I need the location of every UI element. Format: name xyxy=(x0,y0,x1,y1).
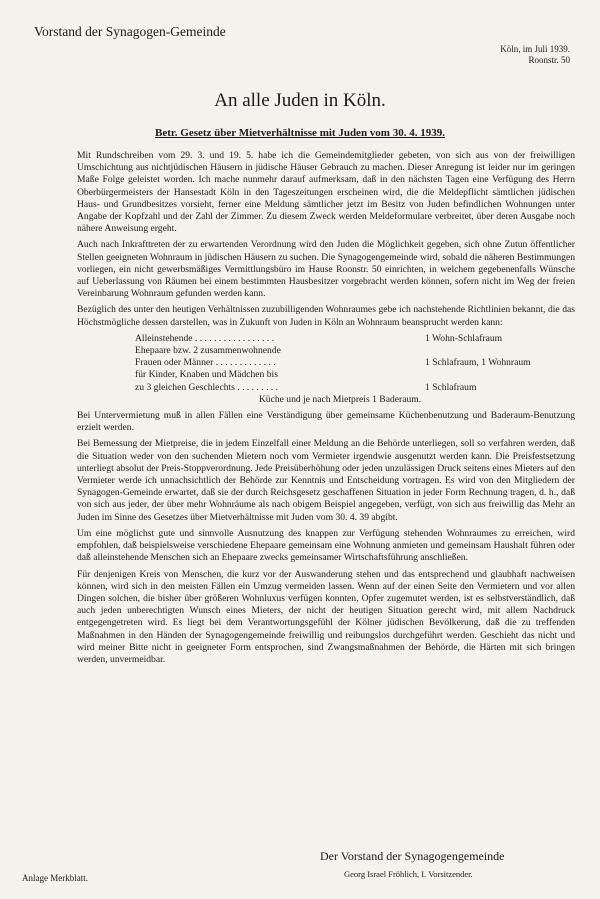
allocation-row xyxy=(135,345,575,357)
paragraph-7: Für denjenigen Kreis von Menschen, die kurz vor der Auswanderung stehen und das entsprechend und glaubhaft nachweisen können, wird sich in den meisten Fällen ein Umzug vermeiden lassen. Wenn auf der einen Seite den Vermietern und vor allen Dingen solchen, die bisher über größeren Wohnluxus verfügen konnten, Opfer zugemutet werden, ist es selbstverständlich, daß auch jeden unberechtigten Wunsch eines Mieters, der nicht der heutigen Situation gerecht wird, mit allem Nachdruck entgegengetreten wird. Es liegt bei dem Verantwortungsgefühl der Kölner jüdischen Bevölkerung, daß die zu treffenden Maßnahmen in den Händen der Synagogengemeinde freiwillig und reibungslos durchgeführt werden. Geschieht das nicht und wird meiner Bitte nicht in geeigneter Form entsprochen, sind Zwangsmaßnahmen der Behörde, die Härten mit sich bringen werden, unvermeidbar. xyxy=(77,568,575,665)
allocation-value: 1 Wohn-Schlafraum xyxy=(425,332,503,344)
signature-org: Der Vorstand der Synagogengemeinde xyxy=(320,849,505,863)
date-line: Köln, im Juli 1939. xyxy=(500,44,570,54)
paragraph-6: Um eine möglichst gute und sinnvolle Ausnutzung des knappen zur Verfügung stehenden Wohnraumes zu erreichen, wird empfohlen, daß beispielsweise verschiedene Ehepaare gemeinsam eine Wohnung anmieten und gemeinsam Haushalt führen oder daß alleinstehende Menschen sich an Ehepaare zwecks gemeinsamer Wirtschaftsführung anschließen. xyxy=(77,527,575,564)
allocation-label: Ehepaare bzw. 2 zusammenwohnende xyxy=(135,345,281,357)
allocation-list xyxy=(135,333,575,406)
address-line: Roonstr. 50 xyxy=(528,55,570,65)
allocation-label: zu 3 gleichen Geschlechts . . . . . . . . . xyxy=(135,381,279,393)
paragraph-2: Auch nach Inkrafttreten der zu erwartenden Verordnung wird den Juden die Möglichkeit gegeben, sich ohne Zutun öffentlicher Stellen geeigneten Wohnraum in jüdischen Häusern zu suchen. Die Synagogengemeinde wird, sobald die näheren Bestimmungen vorliegen, ein nicht gewerbsmäßiges Vermittlungsbüro im Hause Roonstr. 50 einrichten, in welchem gegebenenfalls Wünsche auf Ueberlassung von Räumen bei einem bestimmten Hausbesitzer vorgebracht werden können, sofern nicht im Weg der freien Vereinbarung Wohnraum gefunden werden kann. xyxy=(77,239,575,300)
paragraph-1: Mit Rundschreiben vom 29. 3. und 19. 5. habe ich die Gemeindemitglieder gebeten, von sich aus von der freiwilligen Umschichtung aus nichtjüdischen Häusern in jüdische Häuser Gebrauch zu machen. Dieser Anregung ist leider nur im geringen Maße Folge geleistet worden. Ich mache nunmehr darauf aufmerksam, daß in den nächsten Tagen eine Verfügung des Herrn Oberbürgermeisters der Hansestadt Köln in den Tageszeitungen erscheinen wird, die die Meldepflicht sämtlichen jüdischen Haus- und Grundbesitzes vorsieht, ferner eine Meldung sämtlicher jetzt im Besitz von Juden befindlichen Wohnungen unter Angabe der Kopfzahl und der Zahl der Zimmer. Zu diesem Zweck werden Meldeformulare verbreitet, über deren Ausgabe noch nähere Anweisung ergeht. xyxy=(77,150,575,235)
allocation-note: Küche und je nach Mietpreis 1 Baderaum. xyxy=(258,393,422,405)
enclosure-note: Anlage Merkblatt. xyxy=(22,873,88,883)
allocation-row xyxy=(135,382,575,394)
letterhead-meta xyxy=(500,44,570,66)
letter-body xyxy=(77,150,575,670)
paragraph-5: Bei Bemessung der Mietpreise, die in jedem Einzelfall einer Meldung an die Behörde unterliegen, soll so verfahren werden, daß die Situation weder von den suchenden Mietern noch vom Vermieter irgendwie ausgenutzt werden kann. Die Preisfestsetzung unterliegt absolut der Preis-Stoppverordnung. Jede Preisüberhöhung oder jeden unzulässigen Druck seitens eines Mieters auf den Vermieter werde ich unnachsichtlich der Behörde zur Kenntnis und Entscheidung vortragen. Es wird von den Mitgliedern der Synagogen-Gemeinde erwartet, daß sie der durch Reichsgesetz geschaffenen Situation in jeder Form Rechnung tragen, d. h., daß von sich aus jeder, der über mehr Wohnräume als nach obigem Beispiel angegeben, verfügt, von sich aus freiwillig das Mehr an Juden im Sinne des Gesetzes über Mietverhältnisse mit Juden vom 30. 4. 39 abgibt. xyxy=(77,438,575,523)
allocation-row xyxy=(135,333,575,345)
allocation-row xyxy=(135,357,575,369)
allocation-value: 1 Schlafraum, 1 Wohnraum xyxy=(425,357,531,369)
letterhead-org: Vorstand der Synagogen-Gemeinde xyxy=(34,24,226,39)
allocation-row xyxy=(135,369,575,381)
page-title: An alle Juden in Köln. xyxy=(214,90,386,111)
paragraph-3: Bezüglich des unter den heutigen Verhältnissen zuzubilligenden Wohnraumes gebe ich nachstehende Richtlinien bekannt, die das Höchstmögliche dessen darstellen, was in Zukunft von Juden in Köln an Wohnraum beansprucht werden kann: xyxy=(77,304,575,328)
allocation-label: für Kinder, Knaben und Mädchen bis xyxy=(135,369,278,381)
allocation-value: 1 Schlafraum xyxy=(425,381,477,393)
paragraph-4: Bei Untervermietung muß in allen Fällen eine Verständigung über gemeinsame Küchenbenutzung und Baderaum-Benutzung erzielt werden. xyxy=(77,410,575,434)
allocation-label: Alleinstehende . . . . . . . . . . . . . . . . . xyxy=(135,332,275,344)
subject-line: Betr. Gesetz über Mietverhältnisse mit Juden vom 30. 4. 1939. xyxy=(155,127,445,139)
allocation-label: Frauen oder Männer . . . . . . . . . . . . . xyxy=(135,357,276,369)
signature-name: Georg Israel Fröhlich, I. Vorsitzender. xyxy=(344,869,473,879)
